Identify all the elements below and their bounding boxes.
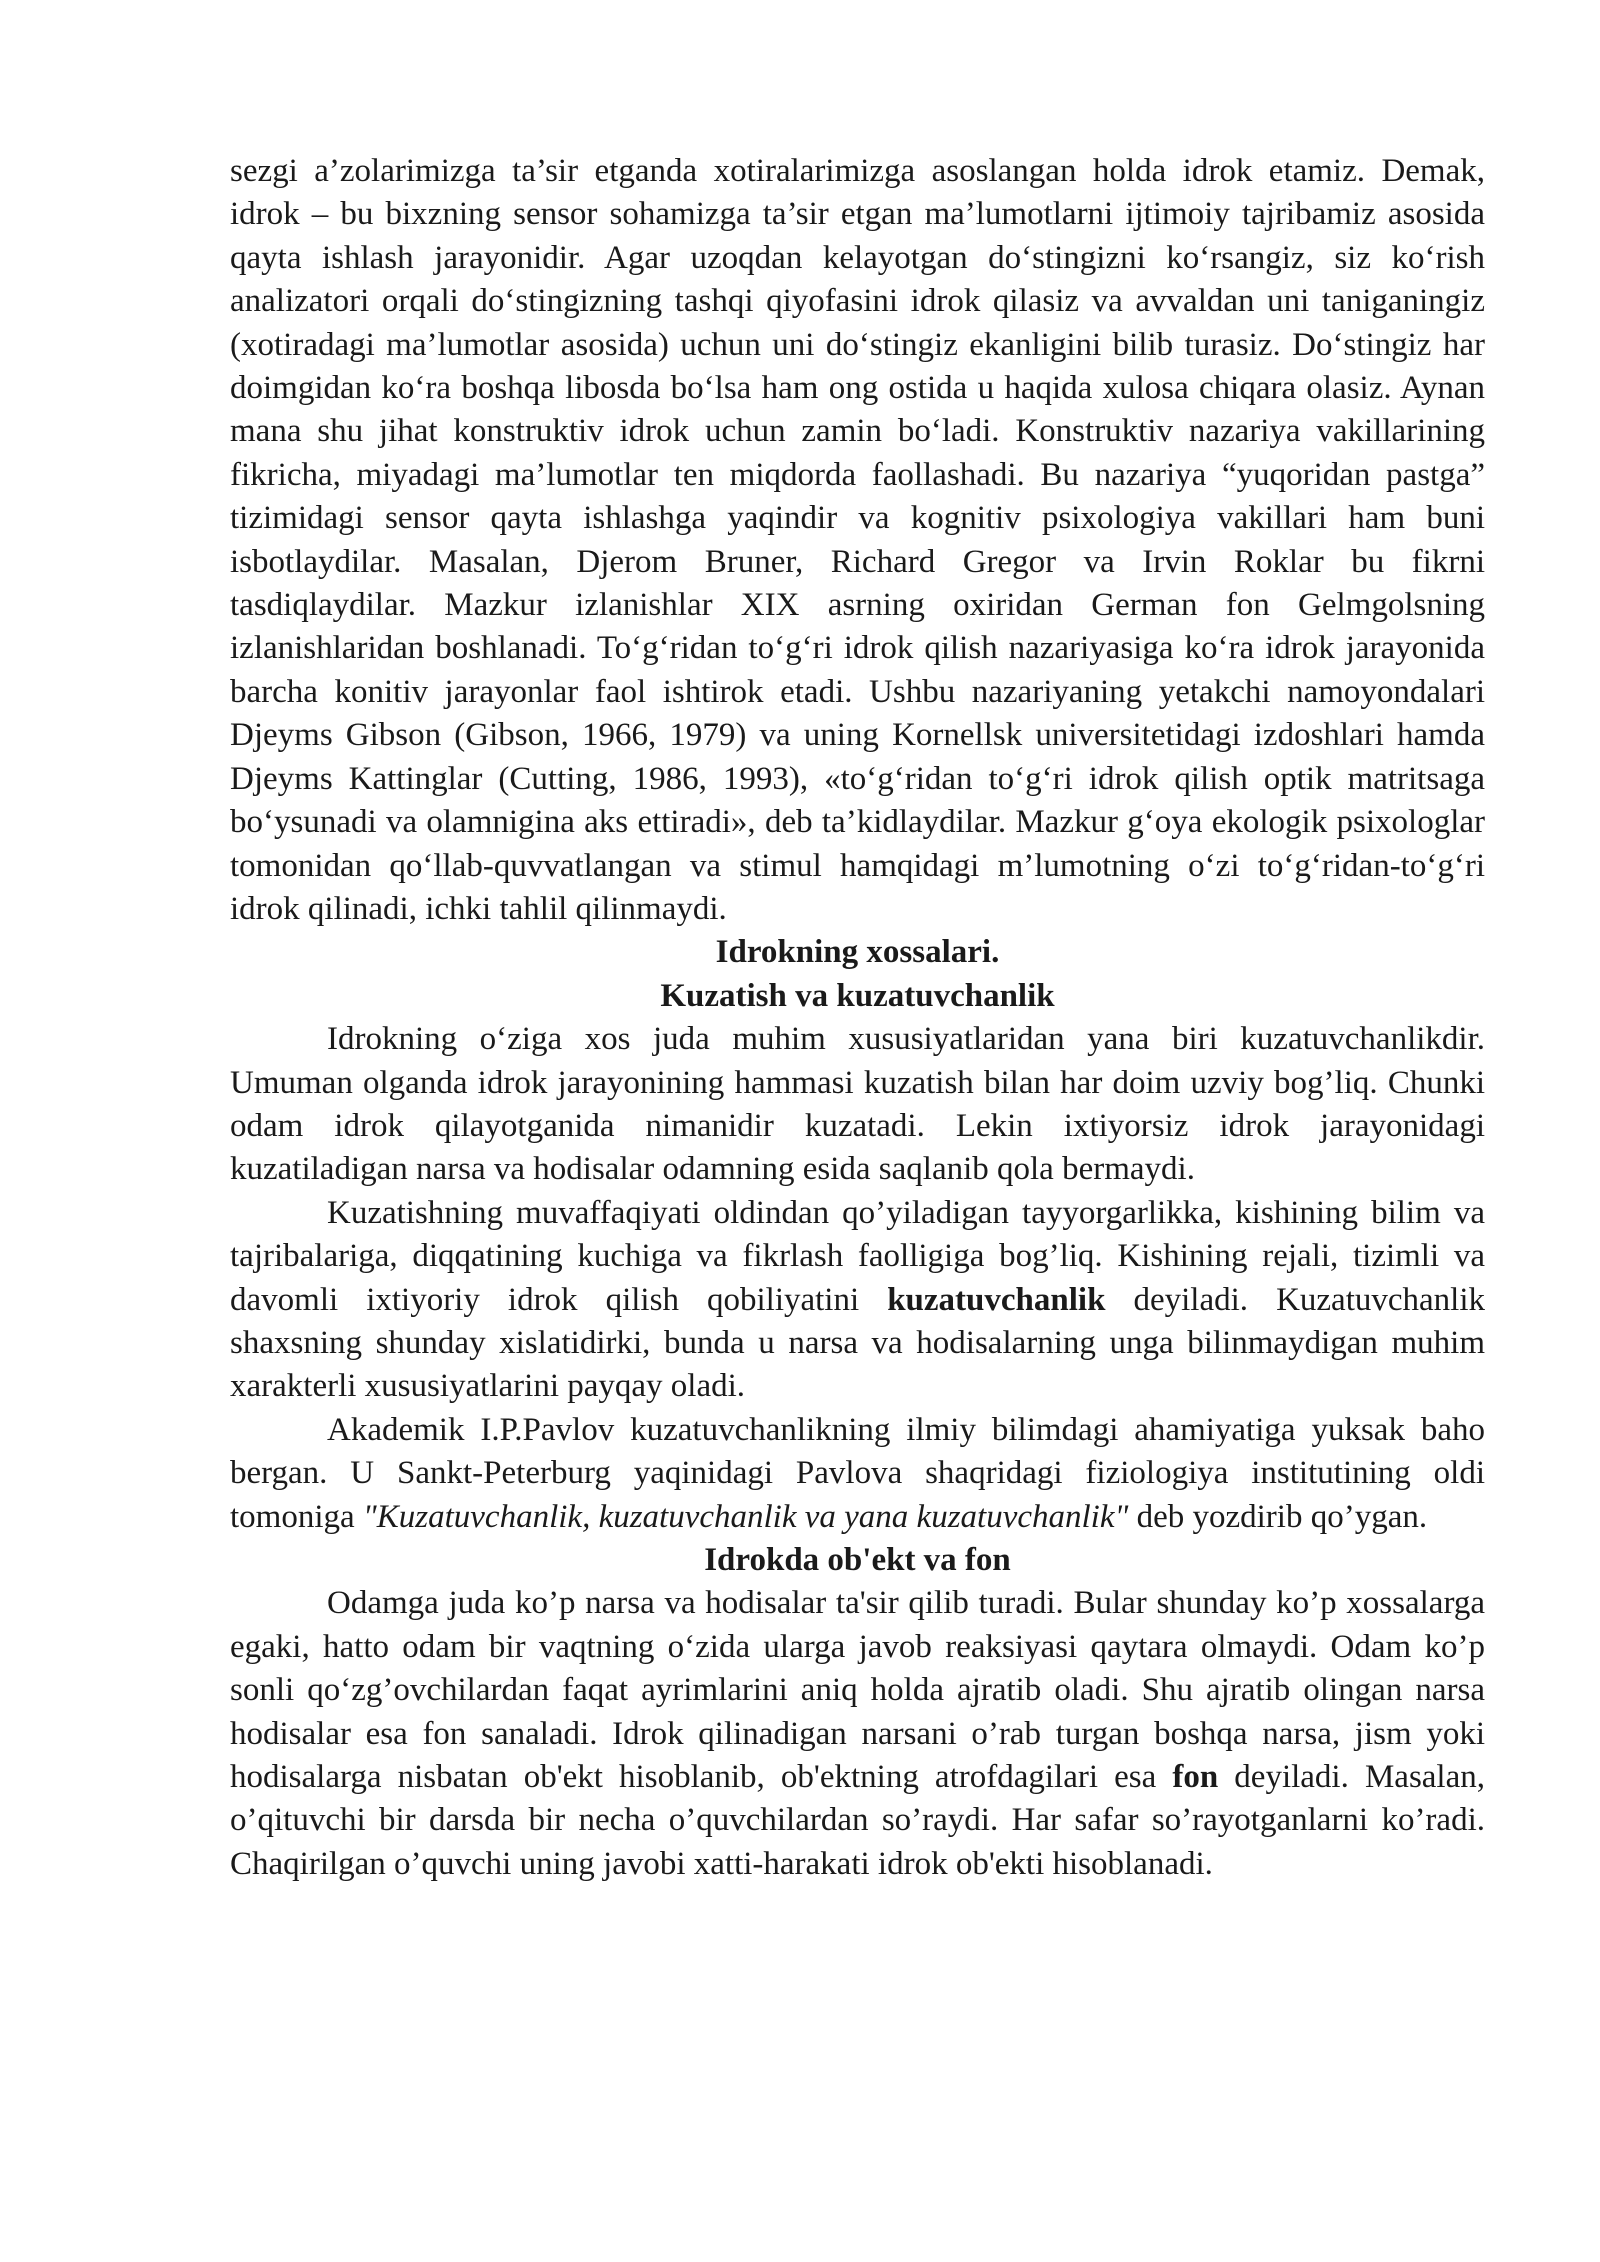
paragraph-perception-theories: sezgi a’zolarimizga ta’sir etganda xotiralarimizga asoslangan holda idrok etamiz. Demak, idrok – bu bixzning sensor sohamizga ta’sir etgan ma’lumotlarni ijtimoiy tajribamiz asosida qayta ishlash jarayonidir. Agar uzoqdan kelayotgan do‘stingizni ko‘rsangiz, siz ko‘rish analizatori orqali do‘stingizning tashqi qiyofasini idrok qilasiz va avvaldan uni taniganingiz (xotiradagi ma’lumotlar asosida) uchun uni do‘stingiz ekanligini bilib turasiz. Do‘stingiz har doimgidan ko‘ra boshqa libosda bo‘lsa ham ong ostida u haqida xulosa chiqara olasiz. Aynan mana shu jihat konstruktiv idrok uchun zamin bo‘ladi. Konstruktiv nazariya vakillarining fikricha, miyadagi ma’lumotlar ten miqdorda faollashadi. Bu nazariya “yuqoridan pastga” tizimidagi sensor qayta ishlashga yaqindir va kognitiv psixologiya vakillari ham buni isbotlaydilar. Masalan, Djerom Bruner, Richard Gregor va Irvin Roklar bu fikrni tasdiqlaydilar. Mazkur izlanishlar XIX asrning oxiridan German fon Gelmgolsning izlanishlaridan boshlanadi. To‘g‘ridan to‘g‘ri idrok qilish nazariyasiga ko‘ra idrok jarayonida barcha konitiv jarayonlar faol ishtirok etadi. Ushbu nazariyaning yetakchi namoyondalari Djeyms Gibson (Gibson, 1966, 1979) va uning Kornellsk universitetidagi izdoshlari hamda Djeyms Kattinglar (Cutting, 1986, 1993), «to‘g‘ridan to‘g‘ri idrok qilish optik matritsaga bo‘ysunadi va olamnigina aks ettiradi», deb ta’kidlaydilar. Mazkur g‘oya ekologik psixologlar tomonidan qo‘llab-quvvatlangan va stimul hamqidagi m’lumotning o‘zi to‘g‘ridan-to‘g‘ri idrok qilinadi, ichki tahlil qilinmaydi.: [230, 153, 1485, 927]
text-run: deyiladi. Kuzatuvchanlik shaxsning shunday xislatidirki, bunda u narsa va hodisalarning unga bilinmaydigan muhim xarakterli xususiyatlarini payqay oladi.: [230, 1281, 1485, 1405]
text-run: deyiladi. Masalan, o’qituvchi bir darsda bir necha o’quvchilardan so’raydi. Har safar so’rayotganlarni ko’radi. Chaqirilgan o’quvchi uning javobi xatti-harakati idrok ob'ekti hisoblanadi.: [230, 1759, 1486, 1882]
document-page: [230, 150, 1485, 1886]
text-run: Odamga juda ko’p narsa va hodisalar ta'sir qilib turadi. Bular shunday ko’p xossalarga egaki, hatto odam bir vaqtning o‘zida ularga javob reaksiyasi qaytara olmaydi. Odam ko’p sonli qo‘zg’ovchilardan faqat ayrimlarini aniq holda ajratib oladi. Shu ajratib olingan narsa hodisalar esa fon sanaladi. Idrok qilinadigan narsani o’rab turgan boshqa narsa, jism yoki hodisalarga nisbatan ob'ekt hisoblanib, ob'ektning atrofdagilari esa: [230, 1585, 1485, 1796]
text-run: Kuzatishning muvaffaqiyati oldindan qo’yiladigan tayyorgarlikka, kishining bilim va tajribalariga, diqqatining kuchiga va fikrlash faolligiga bog’liq. Kishining rejali, tizimli va davomli ixtiyoriy idrok qilish qobiliyatini: [230, 1194, 1485, 1318]
section-heading-observation: Kuzatish va kuzatuvchanlik: [660, 977, 1055, 1014]
paragraph-observation-success: [230, 1192, 1485, 1409]
text-run: Akademik I.P.Pavlov kuzatuvchanlikning ilmiy bilimdagi ahamiyatiga yuksak baho bergan. U Sankt-Peterburg yaqinidagi Pavlova shaqridagi fiziologiya institutining oldi tomoniga: [230, 1411, 1485, 1535]
paragraph-object-background: [230, 1582, 1485, 1886]
section-heading-perception-properties: Idrokning xossalari.: [715, 934, 1000, 971]
bold-term-kuzatuvchanlik: kuzatuvchanlik: [887, 1281, 1106, 1318]
bold-term-fon: fon: [1172, 1759, 1219, 1796]
paragraph-observation-intro: Idrokning o‘ziga xos juda muhim xususiyatlaridan yana biri kuzatuvchanlikdir. Umuman olganda idrok jarayonining hammasi kuzatish bilan har doim uzviy bog’liq. Chunki odam idrok qilayotganida nimanidir kuzatadi. Lekin ixtiyorsiz idrok jarayonidagi kuzatiladigan narsa va hodisalar odamning esida saqlanib qola bermaydi.: [230, 1021, 1485, 1188]
text-run: deb yozdirib qo’ygan.: [1128, 1498, 1428, 1535]
paragraph-pavlov: [230, 1409, 1485, 1539]
section-heading-object-background: Idrokda ob'ekt va fon: [704, 1542, 1011, 1578]
italic-quote: "Kuzatuvchanlik, kuzatuvchanlik va yana kuzatuvchanlik": [362, 1498, 1129, 1535]
